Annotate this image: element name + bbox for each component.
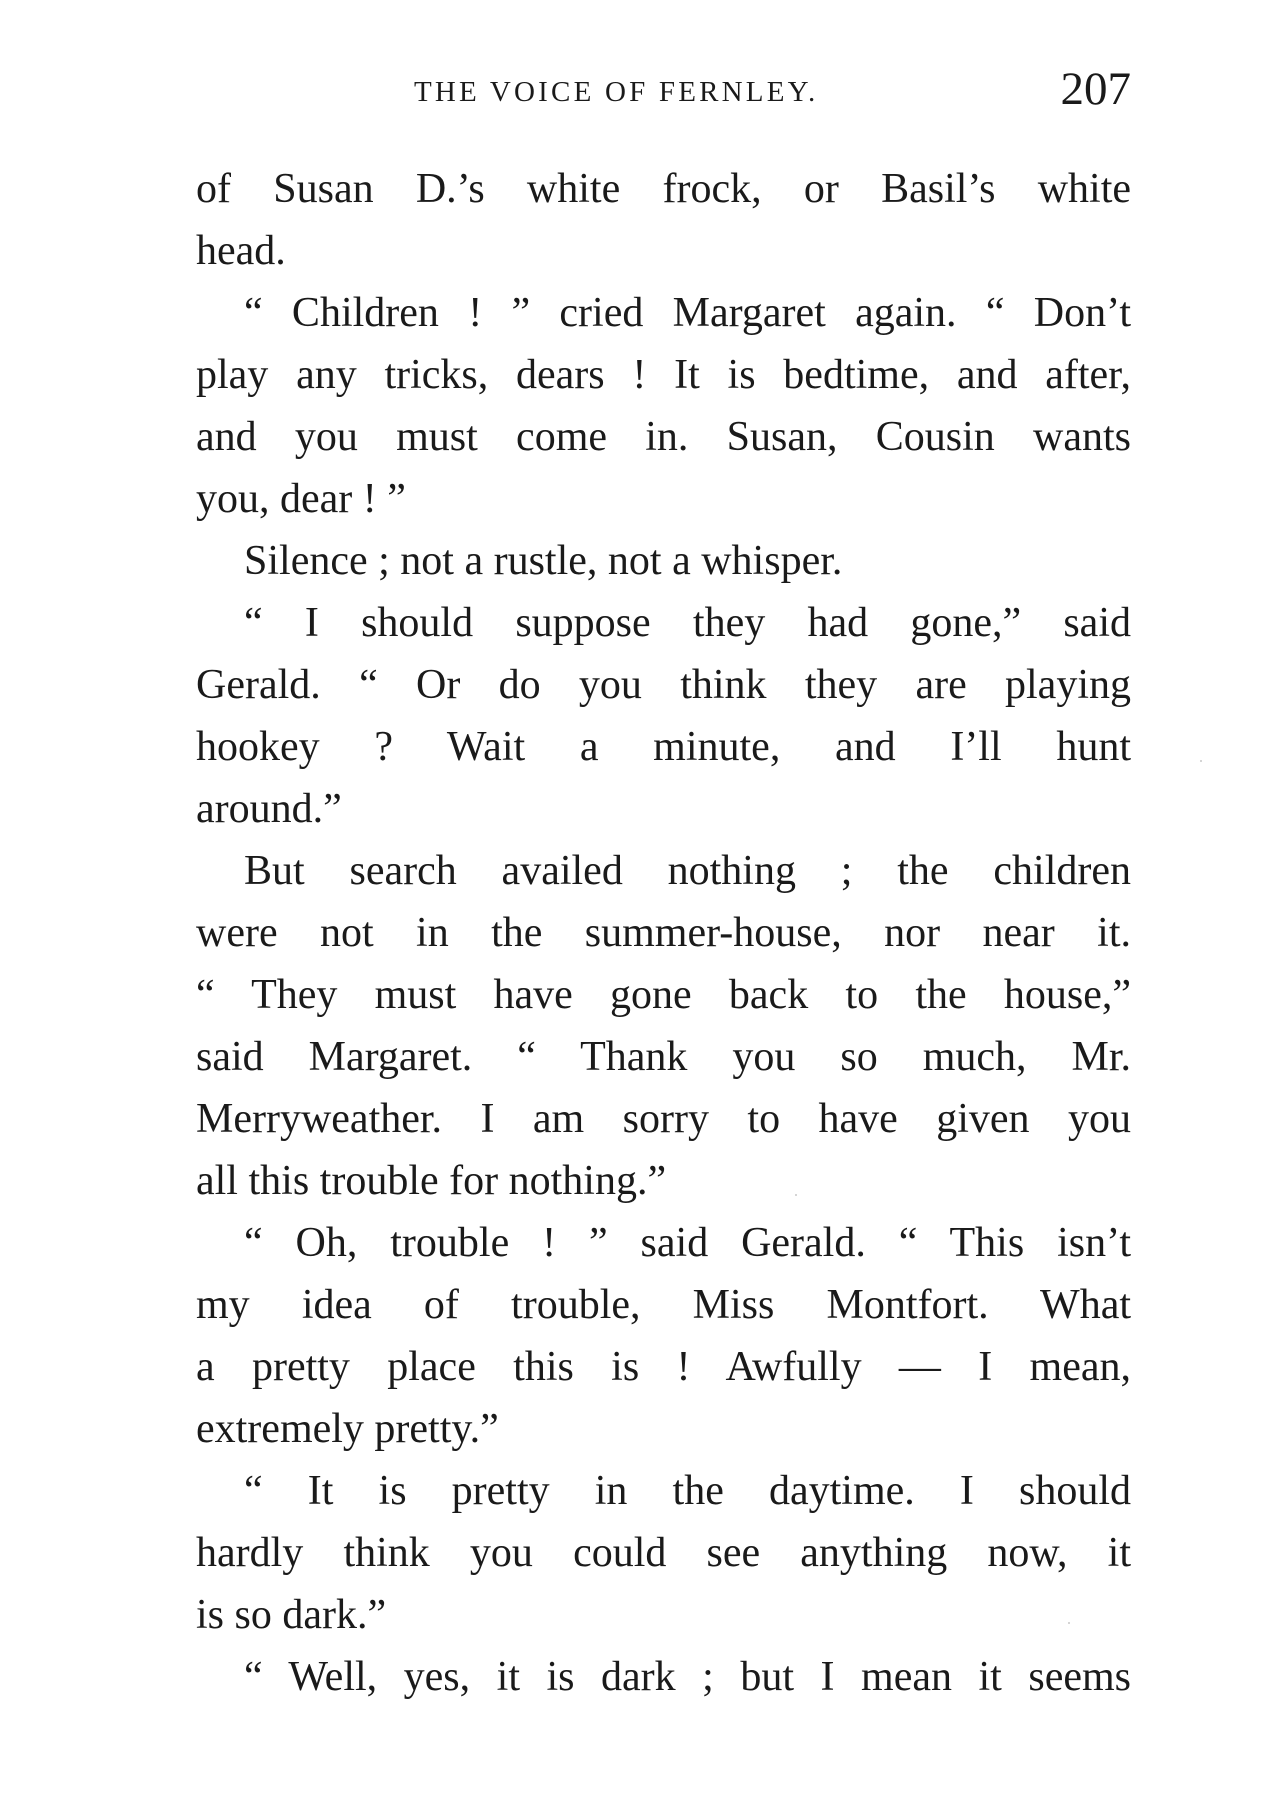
text-line: were not in the summer-house, nor near it.: [196, 910, 1131, 956]
text-line: extremely pretty.”: [196, 1406, 499, 1452]
text-line: and you must come in. Susan, Cousin wants: [196, 414, 1131, 460]
text-line: is so dark.”: [196, 1592, 387, 1638]
text-line: play any tricks, dears ! It is bedtime, and after,: [196, 352, 1131, 398]
text-line: “ Children ! ” cried Margaret again. “ Don’t: [244, 290, 1131, 336]
text-line: Gerald. “ Or do you think they are playing: [196, 662, 1131, 708]
text-line: “ Well, yes, it is dark ; but I mean it seems: [244, 1654, 1131, 1700]
text-line: “ It is pretty in the daytime. I should: [244, 1468, 1131, 1514]
text-line: you, dear ! ”: [196, 476, 406, 522]
text-line: a pretty place this is ! Awfully — I mean,: [196, 1344, 1131, 1390]
body-text: [196, 158, 1131, 1708]
text-line: said Margaret. “ Thank you so much, Mr.: [196, 1034, 1131, 1080]
running-head: [196, 62, 1131, 122]
text-line: Merryweather. I am sorry to have given you: [196, 1096, 1131, 1142]
text-line: of Susan D.’s white frock, or Basil’s white: [196, 166, 1131, 212]
scan-speck: [1068, 1622, 1070, 1624]
scan-speck: [1200, 760, 1202, 762]
page-number: 207: [1060, 63, 1131, 115]
scan-speck: [795, 1194, 797, 1196]
text-line: hookey ? Wait a minute, and I’ll hunt: [196, 724, 1131, 770]
text-line: my idea of trouble, Miss Montfort. What: [196, 1282, 1131, 1328]
text-line: But search availed nothing ; the children: [244, 848, 1131, 894]
text-line: “ They must have gone back to the house,”: [196, 972, 1131, 1018]
text-line: Silence ; not a rustle, not a whisper.: [244, 538, 843, 584]
text-line: hardly think you could see anything now, it: [196, 1530, 1131, 1576]
text-line: “ I should suppose they had gone,” said: [244, 600, 1131, 646]
text-line: head.: [196, 228, 286, 274]
running-title: THE VOICE OF FERNLEY.: [414, 76, 819, 108]
text-line: around.”: [196, 786, 342, 832]
text-line: all this trouble for nothing.”: [196, 1158, 667, 1204]
text-line: “ Oh, trouble ! ” said Gerald. “ This isn’t: [244, 1220, 1131, 1266]
